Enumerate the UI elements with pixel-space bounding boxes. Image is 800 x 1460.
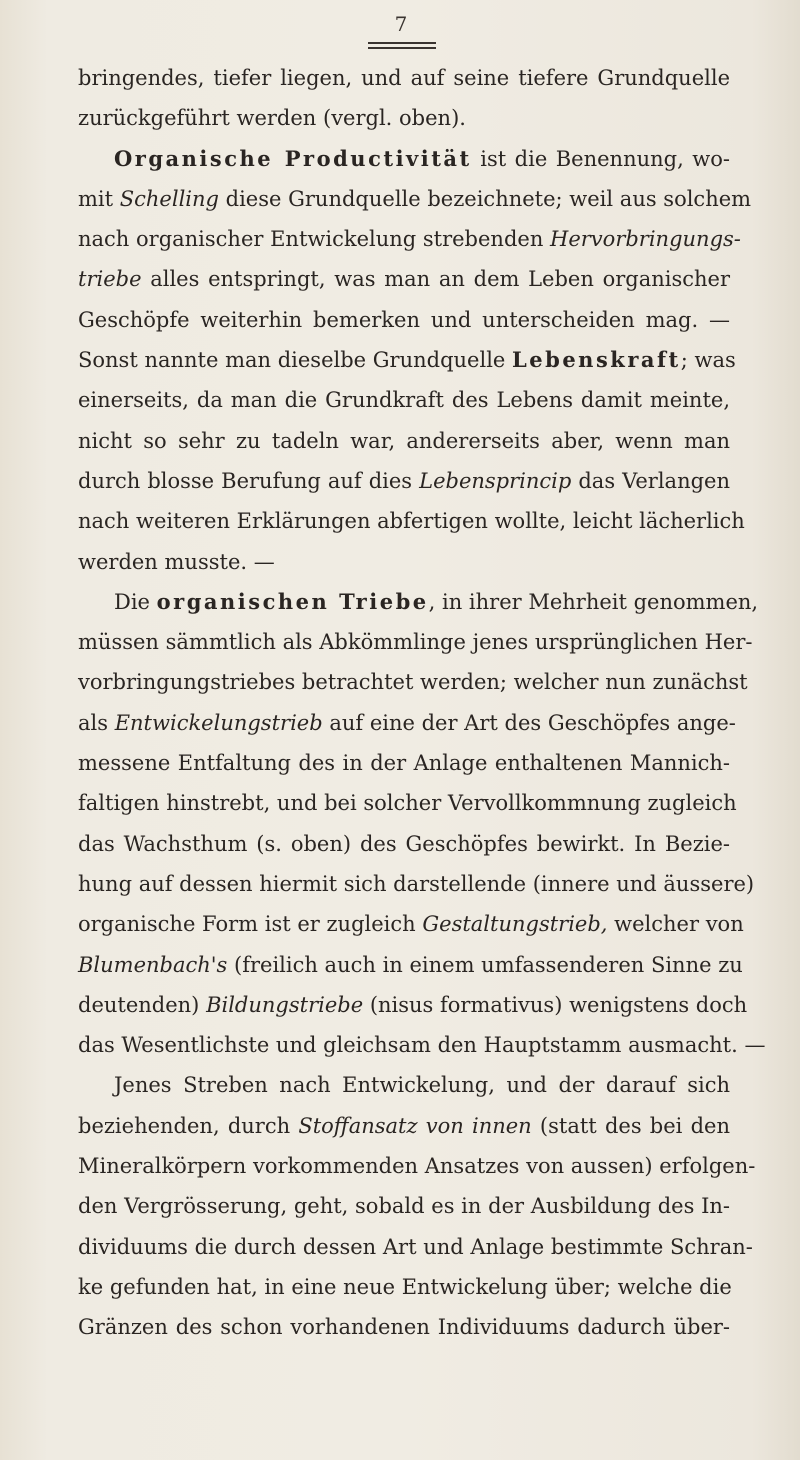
text-line [78, 1025, 766, 1065]
text-segment: nach organischer Entwickelung strebenden [78, 227, 551, 252]
text-segment: ke gefunden hat, in eine neue Entwickelung über; welche die [78, 1274, 732, 1299]
italic-term: Stoffansatz von innen [298, 1113, 532, 1138]
text-line [78, 783, 737, 823]
text-line [78, 703, 736, 743]
text-segment: faltigen hinstrebt, und bei solcher Vervollkommnung zugleich [78, 791, 737, 816]
text-segment: als [78, 710, 115, 735]
text-segment: zurückgeführt werden (vergl. oben). [78, 106, 466, 131]
italic-term: Bildungstriebe [206, 992, 364, 1017]
text-segment: (nisus formativus) wenigstens doch [363, 992, 748, 1017]
emphasized-term: organischen Triebe [156, 588, 429, 614]
text-segment: das Verlangen [571, 468, 730, 493]
text-segment: Gränzen des schon vorhandenen Individuums dadurch über- [78, 1315, 730, 1340]
text-segment: nach weiteren Erklärungen abfertigen wollte, leicht lächerlich [78, 509, 745, 534]
page-number-rule-lower [368, 47, 436, 49]
text-line [78, 1307, 730, 1347]
text-segment: Die [114, 589, 157, 614]
text-segment: messene Entfaltung des in der Anlage enthaltenen Mannich- [78, 751, 730, 776]
text-segment: das Wesentlichste und gleichsam den Hauptstamm ausmacht. — [78, 1033, 766, 1058]
text-line [78, 179, 752, 219]
text-segment: hung auf dessen hiermit sich darstellende (innere und äussere) [78, 871, 755, 896]
text-segment: diese Grundquelle bezeichnete; weil aus solchem [218, 186, 752, 211]
text-line [78, 461, 730, 501]
text-line [78, 864, 755, 904]
text-segment: (statt des bei den [531, 1113, 730, 1138]
text-segment: den Vergrösserung, geht, sobald es in der Ausbildung des In- [78, 1194, 730, 1219]
text-segment: dividuums die durch dessen Art und Anlage bestimmte Schran- [78, 1234, 753, 1259]
text-segment: auf eine der Art des Geschöpfes ange- [322, 710, 736, 735]
text-line [78, 743, 730, 783]
text-line [78, 1186, 730, 1226]
text-line [78, 904, 744, 944]
emphasized-term: Organische Productivität [114, 145, 472, 171]
text-line [78, 622, 753, 662]
text-line [78, 945, 743, 985]
text-line [78, 662, 748, 702]
text-line [78, 300, 730, 340]
text-segment: Geschöpfe weiterhin bemerken und unterscheiden mag. — [78, 307, 730, 332]
text-segment: welcher von [607, 912, 744, 937]
text-line [78, 501, 745, 541]
text-segment: Sonst nannte man dieselbe Grundquelle [78, 348, 513, 373]
text-line [78, 58, 730, 98]
text-segment: durch blosse Berufung auf dies [78, 468, 420, 493]
text-line [78, 582, 759, 622]
text-line [78, 219, 741, 259]
text-line [78, 542, 730, 582]
text-segment: ist die Benennung, wo- [471, 146, 730, 171]
text-line [78, 824, 730, 864]
text-segment: nicht so sehr zu tadeln war, andererseits aber, wenn man [78, 428, 730, 453]
text-line [78, 98, 730, 138]
italic-term: triebe [78, 267, 142, 292]
text-segment: müssen sämmtlich als Abkömmlinge jenes ursprünglichen Her- [78, 630, 753, 655]
text-segment: Mineralkörpern vorkommenden Ansatzes von aussen) erfolgen- [78, 1154, 756, 1179]
text-segment: organische Form ist er zugleich [78, 912, 423, 937]
italic-term: Lebensprincip [419, 468, 572, 493]
italic-term: Gestaltungstrieb, [422, 912, 608, 937]
page-number-rule-upper [368, 42, 436, 44]
text-line [78, 1227, 753, 1267]
text-segment: deutenden) [78, 992, 207, 1017]
text-line [78, 1146, 756, 1186]
text-segment: beziehenden, durch [78, 1113, 299, 1138]
text-segment: ; was [680, 348, 736, 373]
text-line [78, 985, 748, 1025]
text-segment: bringendes, tiefer liegen, und auf seine tiefere Grundquelle [78, 66, 730, 90]
text-segment: vorbringungstriebes betrachtet werden; welcher nun zunächst [78, 670, 748, 695]
text-segment: alles entspringt, was man an dem Leben organischer [141, 267, 730, 292]
text-line [78, 380, 730, 420]
text-segment: werden musste. — [78, 549, 275, 574]
body-text [78, 58, 766, 1348]
text-segment: das Wachsthum (s. oben) des Geschöpfes bewirkt. In Bezie- [78, 831, 730, 856]
text-line [78, 259, 730, 299]
text-segment: , in ihrer Mehrheit genommen, [428, 589, 759, 614]
page-number: 7 [394, 12, 408, 36]
emphasized-term: Lebenskraft [512, 347, 681, 373]
text-segment: Jenes Streben nach Entwickelung, und der darauf sich [114, 1073, 730, 1098]
text-line [78, 1065, 730, 1105]
text-line [78, 1267, 730, 1307]
italic-term: Hervorbringungs- [550, 227, 741, 252]
text-segment: mit [78, 186, 120, 211]
text-segment: (freilich auch in einem umfassenderen Sinne zu [227, 952, 743, 977]
text-segment: einerseits, da man die Grundkraft des Lebens damit meinte, [78, 388, 730, 413]
text-line [78, 421, 730, 461]
italic-term: Entwickelungstrieb [114, 710, 323, 735]
text-line [78, 1106, 730, 1146]
italic-term: Blumenbach's [78, 952, 228, 977]
italic-term: Schelling [119, 186, 219, 211]
text-line [78, 139, 730, 179]
text-line [78, 340, 736, 380]
